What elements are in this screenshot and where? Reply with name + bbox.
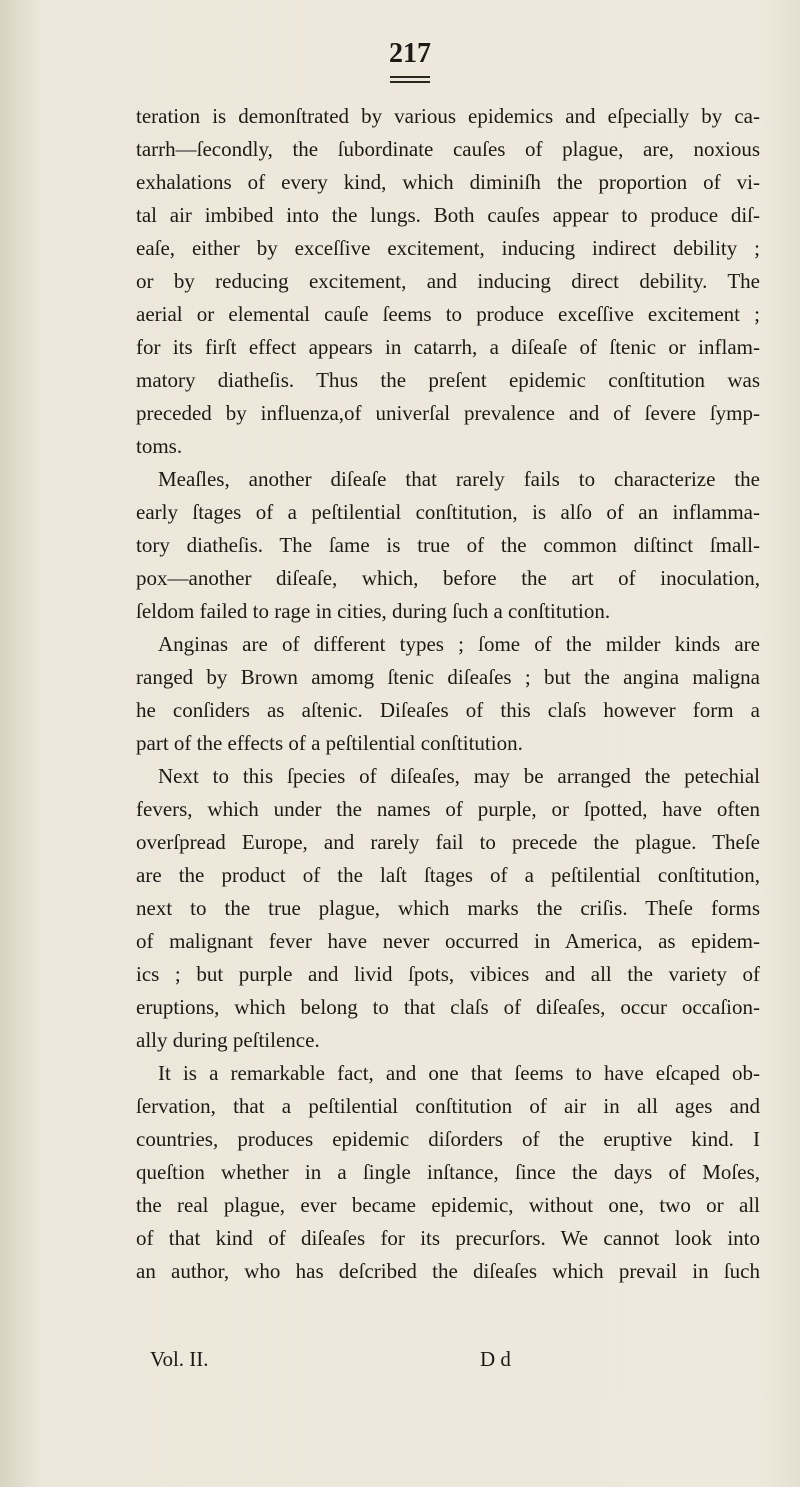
text-line: Next to this ſpecies of diſeaſes, may be arranged the petechial (158, 764, 760, 788)
text-line: preceded by influenza,of univerſal prevalence and of ſevere ſymp- (136, 401, 760, 425)
text-line: pox—another diſeaſe, which, before the art of inoculation, (136, 566, 760, 590)
text-line: ally during peſtilence. (136, 1028, 320, 1052)
body-text (136, 100, 760, 1288)
text-line: he conſiders as aſtenic. Diſeaſes of this claſs however form a (136, 698, 760, 722)
text-line: overſpread Europe, and rarely fail to precede the plague. Theſe (136, 830, 760, 854)
page-number: 217 (389, 38, 431, 69)
text-line: part of the effects of a peſtilential conſtitution. (136, 731, 523, 755)
text-line: ranged by Brown amomg ſtenic diſeaſes ; but the angina maligna (136, 665, 760, 689)
text-line: for its firſt effect appears in catarrh, a diſeaſe of ſtenic or inflam- (136, 335, 760, 359)
text-line: aerial or elemental cauſe ſeems to produce exceſſive excitement ; (136, 302, 760, 326)
text-line: eruptions, which belong to that claſs of diſeaſes, occur occaſion- (136, 995, 760, 1019)
signature-mark: D d (480, 1347, 511, 1371)
text-line: teration is demonſtrated by various epidemics and eſpecially by ca- (136, 104, 760, 128)
text-line: countries, produces epidemic diſorders of the eruptive kind. I (136, 1127, 760, 1151)
text-line: queſtion whether in a ſingle inſtance, ſince the days of Moſes, (136, 1160, 760, 1184)
text-line: toms. (136, 434, 183, 458)
text-line: exhalations of every kind, which diminiſh the proportion of vi- (136, 170, 760, 194)
text-line: Anginas are of different types ; ſome of the milder kinds are (158, 632, 760, 656)
text-line: ics ; but purple and livid ſpots, vibices and all the variety of (136, 962, 760, 986)
text-line: an author, who has deſcribed the diſeaſes which prevail in ſuch (136, 1259, 760, 1283)
text-line: matory diatheſis. Thus the preſent epidemic conſtitution was (136, 368, 760, 392)
text-line: tarrh—ſecondly, the ſubordinate cauſes of plague, are, noxious (136, 137, 760, 161)
text-line: fevers, which under the names of purple, or ſpotted, have often (136, 797, 760, 821)
text-line: next to the true plague, which marks the criſis. Theſe forms (136, 896, 760, 920)
text-line: of malignant fever have never occurred in America, as epidem- (136, 929, 760, 953)
text-line: or by reducing excitement, and inducing direct debility. The (136, 269, 760, 293)
header-rule-upper (390, 76, 430, 78)
text-line: eaſe, either by exceſſive excitement, inducing indirect debility ; (136, 236, 760, 260)
text-line: It is a remarkable fact, and one that ſeems to have eſcaped ob- (158, 1061, 760, 1085)
text-line: Meaſles, another diſeaſe that rarely fails to characterize the (158, 467, 760, 491)
text-line: early ſtages of a peſtilential conſtitution, is alſo of an inflamma- (136, 500, 760, 524)
text-line: are the product of the laſt ſtages of a peſtilential conſtitution, (136, 863, 760, 887)
text-line: ſervation, that a peſtilential conſtitution of air in all ages and (136, 1094, 760, 1118)
text-line: tal air imbibed into the lungs. Both cauſes appear to produce diſ- (136, 203, 760, 227)
text-line: of that kind of diſeaſes for its precurſors. We cannot look into (136, 1226, 760, 1250)
text-line: ſeldom failed to rage in cities, during ſuch a conſtitution. (136, 599, 611, 623)
text-line: tory diatheſis. The ſame is true of the common diſtinct ſmall- (136, 533, 760, 557)
header-rule-lower (390, 81, 430, 83)
text-line: the real plague, ever became epidemic, without one, two or all (136, 1193, 760, 1217)
volume-label: Vol. II. (150, 1347, 209, 1371)
